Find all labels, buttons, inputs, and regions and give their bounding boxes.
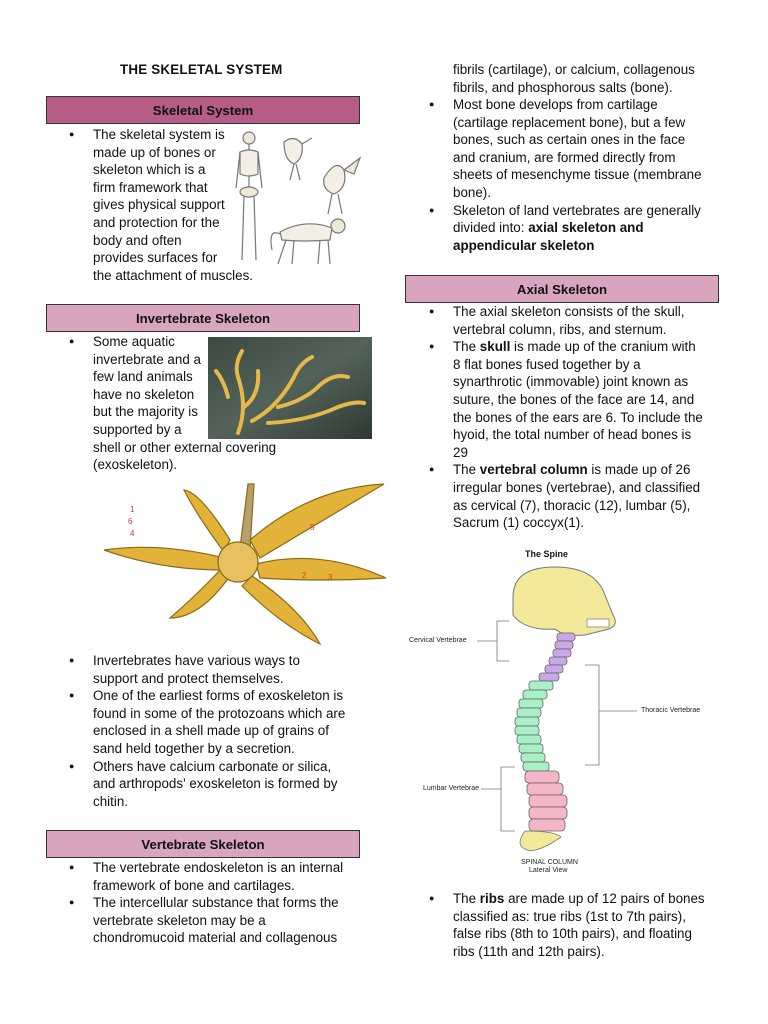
text-line <box>453 219 729 237</box>
text-line: few land animals <box>93 369 193 385</box>
text-span: is made up of the cranium with <box>510 339 696 355</box>
spine-figure-title: The Spine <box>525 549 569 559</box>
text-line: ● One of the earliest forms of exoskeleton is <box>93 688 344 704</box>
text-line: support and protect themselves. <box>93 670 284 686</box>
text-line: Sacrum (1) coccyx(1). <box>453 515 584 531</box>
text-line: false ribs (8th to 10th pairs), and floating <box>453 926 692 942</box>
section-header-vertebrate-skeleton: Vertebrate Skeleton <box>46 830 360 858</box>
text-line: (exoskeleton). <box>93 457 178 473</box>
text-line: suture, the bones of the face are 14, and <box>453 391 695 407</box>
text-line: irregular bones (vertebrae), and classified <box>453 479 701 495</box>
text-line: bone). <box>453 184 491 200</box>
ribs-bullet-list <box>429 890 729 960</box>
section-header-skeletal-system: Skeletal System <box>46 96 360 124</box>
invertebrate-bullet-list-2 <box>69 652 369 810</box>
text-line: ● The intercellular substance that forms the <box>93 895 339 911</box>
list-item <box>69 894 369 947</box>
text-line: ● The skeletal system is <box>93 127 225 142</box>
text-span: are made up of 12 pairs of bones <box>504 891 705 906</box>
text-line: and protection for the <box>93 214 220 230</box>
cervical-label: Cervical Vertebrae <box>409 637 467 644</box>
coral-photo <box>208 337 372 439</box>
starfish-label-5: 5 <box>310 523 315 532</box>
text-line: vertebral column, ribs, and sternum. <box>453 321 667 337</box>
text-line: fibrils, and phosphorous salts (bone). <box>453 79 673 95</box>
thoracic-label: Thoracic Vertebrae <box>641 707 701 714</box>
starfish-label-6: 6 <box>128 517 133 526</box>
list-item <box>69 652 369 687</box>
document-title: THE SKELETAL SYSTEM <box>120 62 283 77</box>
starfish-label-4: 4 <box>130 529 135 538</box>
list-item <box>69 859 369 894</box>
vertebrate-bullet-list-2 <box>429 96 729 254</box>
list-item <box>429 461 729 531</box>
bold-term: axial skeleton and <box>528 220 644 236</box>
text-line: ● Skeleton of land vertebrates are generally <box>453 202 701 218</box>
text-line: and cranium, are formed directly from <box>453 149 676 165</box>
text-line: hyoid, the total number of head bones is <box>453 427 692 443</box>
text-line: skeleton which is a <box>93 162 206 178</box>
text-span: The <box>453 462 480 478</box>
text-span: is made up of 26 <box>587 462 691 478</box>
list-item <box>69 758 369 811</box>
text-line: sand held together by a secretion. <box>93 740 295 756</box>
text-line <box>453 890 729 908</box>
list-item <box>69 687 369 757</box>
text-line: made up of bones or <box>93 144 216 160</box>
list-item <box>429 303 729 338</box>
starfish-illustration <box>100 478 386 646</box>
bold-term: appendicular skeleton <box>453 237 595 253</box>
vertebrate-bullet-list <box>69 859 369 947</box>
text-line: the bones of the ears are 6. To include the <box>453 409 703 425</box>
text-line: ● Invertebrates have various ways to <box>93 653 300 668</box>
text-line: the attachment of muscles. <box>93 267 254 283</box>
text-line: supported by a <box>93 421 182 437</box>
text-line: sheets of mesenchyme tissue (membrane <box>453 167 702 183</box>
text-line: enclosed in a shell made up of grains of <box>93 723 329 739</box>
axial-bullet-list <box>429 303 729 532</box>
text-line: invertebrate and a <box>93 351 201 367</box>
text-span: divided into: <box>453 220 529 236</box>
text-line: provides surfaces for <box>93 250 218 266</box>
text-line: ribs (11th and 12th pairs). <box>453 943 605 959</box>
list-item <box>429 338 729 461</box>
bold-term: vertebral column <box>479 462 588 478</box>
text-line: firm framework that <box>93 179 208 195</box>
text-line <box>453 338 729 356</box>
text-line: ● Most bone develops from cartilage <box>453 97 658 112</box>
spine-caption: SPINAL COLUMN <box>521 859 578 866</box>
text-line: chitin. <box>93 793 128 809</box>
starfish-label-1: 1 <box>130 505 135 514</box>
text-line: classified as: true ribs (1st to 7th pairs), <box>453 908 686 924</box>
text-line <box>453 237 729 255</box>
text-line: vertebrate skeleton may be a <box>93 912 266 928</box>
vertebrate-continued-text <box>453 61 753 96</box>
text-line: gives physical support <box>93 197 225 213</box>
lumbar-label: Lumbar Vertebrae <box>423 785 480 792</box>
text-line: but the majority is <box>93 404 198 420</box>
text-line: framework of bone and cartilages. <box>93 877 295 893</box>
spine-caption-sub: Lateral View <box>529 867 568 874</box>
skeletons-illustration <box>232 128 366 268</box>
text-line: 29 <box>453 444 468 460</box>
text-line: fibrils (cartilage), or calcium, collagenous <box>453 62 695 77</box>
starfish-label-3: 3 <box>328 573 333 582</box>
text-line: shell or other external covering <box>93 439 277 455</box>
text-line: synarthrotic (immovable) joint known as <box>453 374 689 390</box>
text-line: ● The axial skeleton consists of the skull, <box>453 304 685 319</box>
text-line: 8 flat bones fused together by a <box>453 356 641 372</box>
text-span: The <box>453 339 480 355</box>
text-line: ● Others have calcium carbonate or silica, <box>93 758 332 774</box>
bold-term: skull <box>479 339 511 355</box>
starfish-label-2: 2 <box>302 571 307 580</box>
spine-figure <box>405 545 735 875</box>
text-line: chondromucoid material and collagenous <box>93 930 338 946</box>
text-line: ● Some aquatic <box>93 334 175 349</box>
bold-term: ribs <box>479 891 505 906</box>
section-header-invertebrate-skeleton: Invertebrate Skeleton <box>46 304 360 332</box>
text-line: and arthropods' exoskeleton is formed by <box>93 776 338 792</box>
text-line: have no skeleton <box>93 386 195 402</box>
list-item <box>429 890 729 960</box>
text-line: body and often <box>93 232 182 248</box>
text-line: bones, such as certain ones in the face <box>453 132 686 148</box>
text-span: The <box>453 891 480 906</box>
text-line: ● The vertebrate endoskeleton is an internal <box>93 860 344 875</box>
text-line: as cervical (7), thoracic (12), lumbar (5), <box>453 497 691 513</box>
list-item <box>429 96 729 202</box>
text-line <box>453 461 729 479</box>
section-header-axial-skeleton: Axial Skeleton <box>405 275 719 303</box>
text-line: found in some of the protozoans which are <box>93 705 346 721</box>
text-line: (cartilage replacement bone), but a few <box>453 114 686 130</box>
list-item <box>429 202 729 255</box>
